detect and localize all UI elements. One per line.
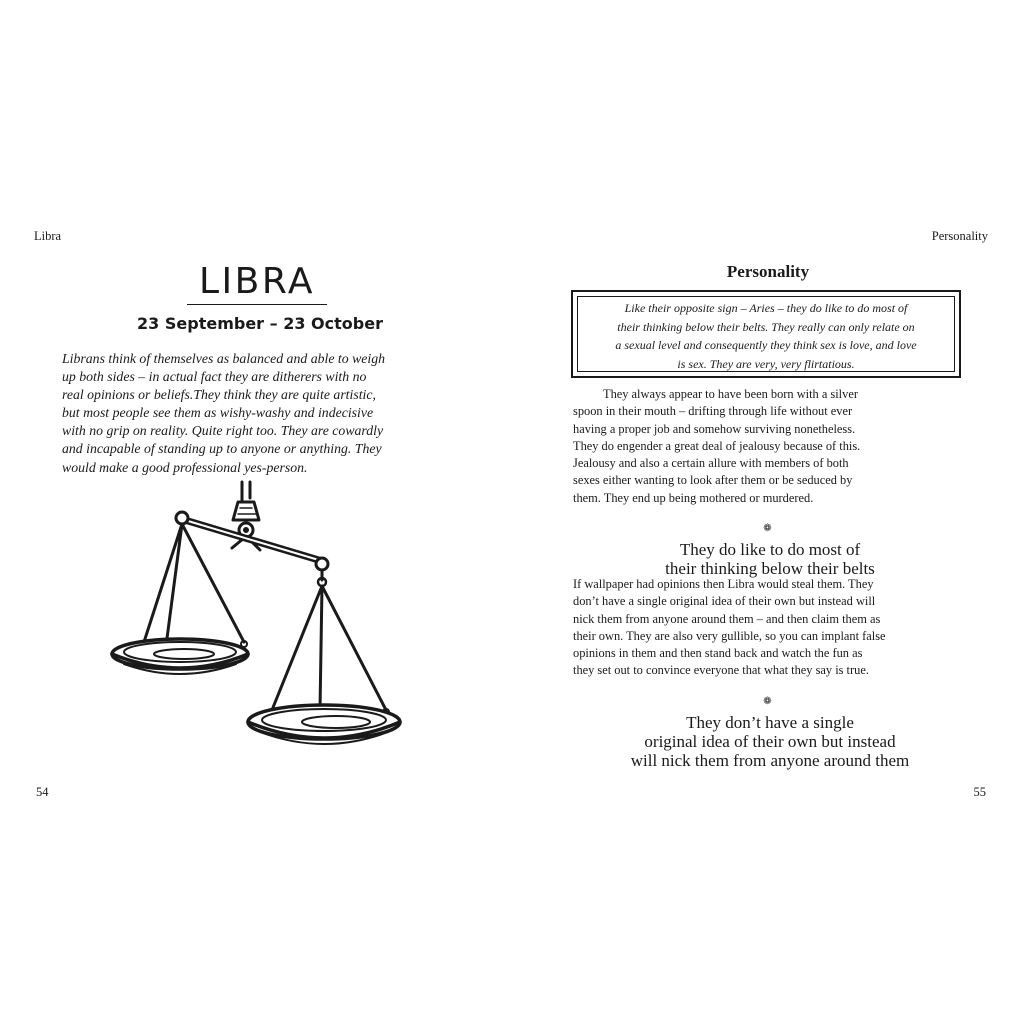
- paragraph-line: they set out to convince everyone that what they say is true.: [573, 663, 869, 678]
- paragraph-line: sexes either wanting to look after them or be seduced by: [573, 473, 853, 488]
- running-head-right: Personality: [931, 229, 988, 243]
- title-underline: [187, 304, 327, 305]
- scales-illustration: [104, 478, 414, 758]
- date-range: 23 September – 23 October: [137, 314, 383, 333]
- flower-ornament-icon: ❁: [763, 696, 772, 707]
- paragraph-line: They do engender a great deal of jealousy because of this.: [573, 438, 861, 453]
- paragraph-line: Jealousy and also a certain allure with members of both: [573, 456, 849, 471]
- intro-line: but most people see them as wishy-washy and indecisive: [62, 405, 374, 421]
- paragraph-line: opinions in them and then stand back and watch the fun as: [573, 646, 863, 661]
- body-paragraph-1: [573, 386, 973, 507]
- paragraph-line: They always appear to have been born with a silver: [603, 387, 858, 401]
- paragraph-line: spoon in their mouth – drifting through life without ever: [573, 404, 853, 419]
- intro-line: real opinions or beliefs.They think they are quite artistic,: [62, 387, 376, 403]
- body-paragraph-2: [573, 576, 973, 680]
- pull-quote-line: original idea of their own but instead: [644, 732, 896, 751]
- pull-quote-1: [560, 521, 980, 578]
- intro-line: would make a good professional yes-person.: [62, 459, 308, 475]
- paragraph-line: If wallpaper had opinions then Libra would steal them. They: [573, 577, 874, 591]
- boxed-quote-line: a sexual level and consequently they think sex is love, and love: [615, 338, 917, 352]
- intro-line: with no grip on reality. Quite right too. They are cowardly: [62, 423, 384, 439]
- boxed-quote-line: is sex. They are very, very flirtatious.: [677, 356, 855, 371]
- boxed-quote-line: Like their opposite sign – Aries – they do like to do most of: [624, 301, 908, 315]
- running-head-left: Libra: [34, 229, 62, 243]
- paragraph-line: nick them from anyone around them – and then claim them as: [573, 611, 881, 626]
- boxed-quote-text: [583, 299, 949, 373]
- boxed-quote: [571, 290, 961, 378]
- pull-quote-line: ❁ They do like to do most of: [560, 521, 980, 559]
- intro-paragraph: [62, 350, 472, 477]
- intro-line: up both sides – in actual fact they are ditherers with no: [62, 369, 367, 385]
- pull-quote-line: their thinking below their belts: [665, 559, 875, 578]
- page-number-left: 54: [36, 785, 49, 799]
- pull-quote-line: ❁ They don’t have a single: [560, 694, 980, 732]
- paragraph-line: them. They end up being mothered or murdered.: [573, 490, 814, 505]
- pull-quote-2: [560, 694, 980, 770]
- section-title: Personality: [726, 262, 810, 281]
- page-number-right: 55: [973, 785, 986, 799]
- pull-quote-line: will nick them from anyone around them: [630, 751, 910, 770]
- flower-ornament-icon: ❁: [763, 523, 772, 534]
- sign-title: LIBRA: [198, 261, 316, 302]
- paragraph-line: their own. They are also very gullible, so you can implant false: [573, 628, 886, 643]
- intro-line: Librans think of themselves as balanced and able to weigh: [62, 351, 386, 366]
- paragraph-line: having a proper job and somehow surviving nonetheless.: [573, 421, 856, 436]
- boxed-quote-line: their thinking below their belts. They really can only relate on: [617, 319, 915, 334]
- intro-line: and incapable of standing up to anyone or anything. They: [62, 441, 382, 457]
- paragraph-line: don’t have a single original idea of their own but instead will: [573, 594, 876, 609]
